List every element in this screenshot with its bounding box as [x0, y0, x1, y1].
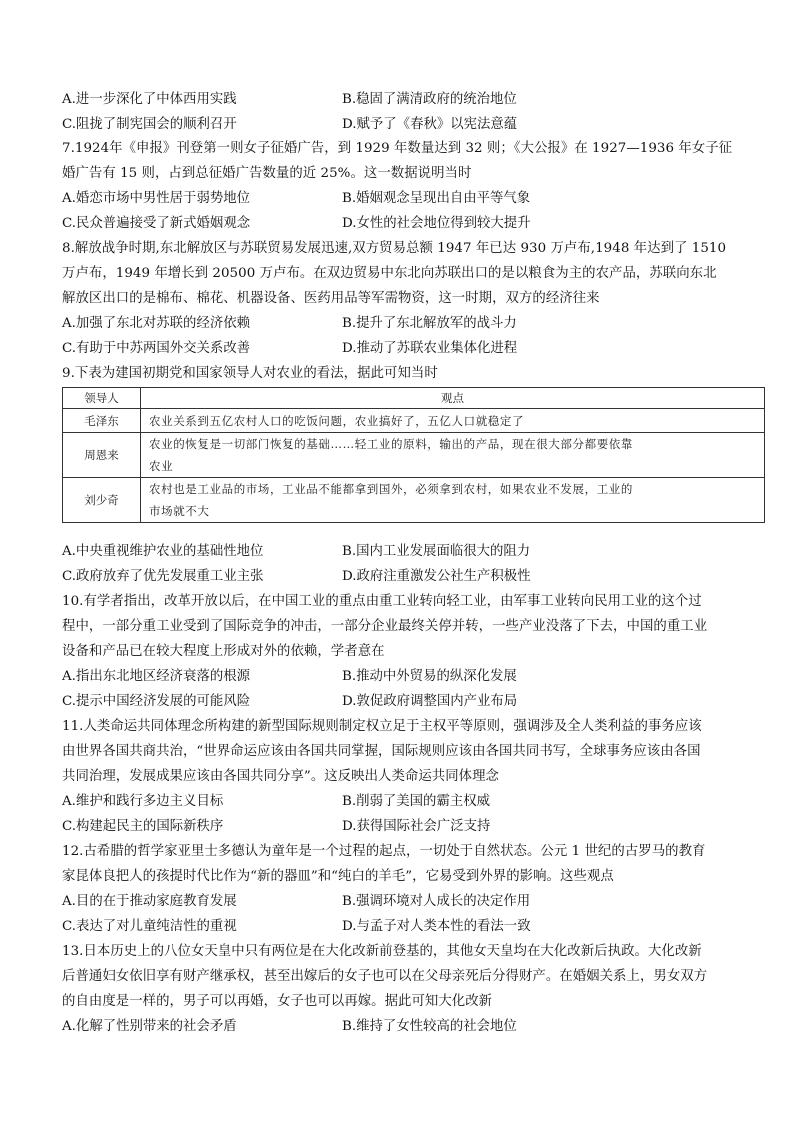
q11-stem-line-1: 11.人类命运共同体理念所构建的新型国际规则制定权立足于主权平等原则，强调涉及全人类利益的事务应该	[62, 719, 702, 734]
q8-option-b[interactable]: B.提升了东北解放军的战斗力	[342, 316, 517, 331]
table-cell-view-line: 农业	[149, 459, 174, 473]
q9-options-row-2	[62, 569, 762, 585]
q9-option-a[interactable]: A.中央重视维护农业的基础性地位	[62, 544, 264, 559]
q9-option-d[interactable]: D.政府注重激发公社生产积极性	[342, 569, 531, 584]
table-header-view: 观点	[141, 388, 765, 409]
table-cell-leader: 毛泽东	[63, 409, 141, 433]
table-cell-view	[141, 409, 765, 433]
q11-options-row-2	[62, 819, 762, 835]
table-cell-view-line: 农业关系到五亿农村人口的吃饭问题，农业搞好了，五亿人口就稳定了	[149, 413, 525, 428]
q13-option-a[interactable]: A.化解了性别带来的社会矛盾	[62, 1019, 237, 1034]
table-row	[63, 433, 765, 478]
q12-options-row-1	[62, 894, 762, 910]
table-header-leader: 领导人	[63, 388, 141, 409]
table-cell-view	[141, 478, 765, 523]
q10-option-b[interactable]: B.推动中外贸易的纵深化发展	[342, 669, 517, 684]
q12-options-row-2	[62, 919, 762, 935]
q9-option-b[interactable]: B.国内工业发展面临很大的阻力	[342, 544, 531, 559]
q12-option-a[interactable]: A.目的在于推动家庭教育发展	[62, 894, 237, 909]
table-cell-leader: 刘少奇	[63, 478, 141, 523]
q11-option-a[interactable]: A.维护和践行多边主义目标	[62, 794, 224, 809]
q6-options-row-2	[62, 117, 762, 133]
q11-option-b[interactable]: B.削弱了美国的霸主权威	[342, 794, 491, 809]
q10-stem-line-1: 10.有学者指出，改革开放以后，在中国工业的重点由重工业转向轻工业，由军事工业转向民用工业的这个过	[62, 594, 702, 609]
q10-option-c[interactable]: C.提示中国经济发展的可能风险	[62, 694, 251, 709]
q12-option-c[interactable]: C.表达了对儿童纯洁性的重视	[62, 919, 237, 934]
q11-options-row-1	[62, 794, 762, 810]
q8-stem-line-3: 解放区出口的是棉布、棉花、机器设备、医药用品等军需物资，这一时期，双方的经济往来	[62, 291, 600, 306]
q12-stem-line-1: 12.古希腊的哲学家亚里士多德认为童年是一个过程的起点，一切处于自然状态。公元 1 世纪的古罗马的教育	[62, 844, 706, 859]
q10-options-row-2	[62, 694, 762, 710]
q8-options-row-1	[62, 316, 762, 332]
q10-stem-line-3: 设备和产品已在较大程度上形成对外的依赖，学者意在	[62, 644, 385, 659]
q8-options-row-2	[62, 341, 762, 357]
leaders-views-table	[62, 387, 765, 523]
table-cell-view-line: 市场就不大	[149, 504, 210, 518]
q8-option-c[interactable]: C.有助于中苏两国外交关系改善	[62, 341, 251, 356]
q12-option-b[interactable]: B.强调环境对人成长的决定作用	[342, 894, 531, 909]
q11-option-d[interactable]: D.获得国际社会广泛支持	[342, 819, 491, 834]
q7-stem-line-1: 7.1924年《申报》刊登第一则女子征婚广告，到 1929 年数量达到 32 则；《大公报》在 1927—1936 年女子征	[62, 141, 733, 156]
q7-options-row-2	[62, 216, 762, 232]
q10-options-row-1	[62, 669, 762, 685]
q6-option-d[interactable]: D.赋予了《春秋》以宪法意蕴	[342, 117, 518, 132]
q8-option-d[interactable]: D.推动了苏联农业集体化进程	[342, 341, 518, 356]
q7-stem-line-2: 婚广告有 15 则，占到总征婚广告数量的近 25%。这一数据说明当时	[62, 166, 472, 181]
q9-option-c[interactable]: C.政府放弃了优先发展重工业主张	[62, 569, 264, 584]
q13-options-row-1	[62, 1019, 762, 1035]
q6-option-b[interactable]: B.稳固了满清政府的统治地位	[342, 92, 517, 107]
q12-stem-line-2: 家昆体良把人的孩提时代比作为“新的器皿”和“纯白的羊毛”，它易受到外界的影响。这些观点	[62, 869, 614, 884]
table-cell-view-line: 农业的恢复是一切部门恢复的基础……轻工业的原料，输出的产品，现在很大部分都要依靠	[149, 437, 633, 451]
q9-stem: 9.下表为建国初期党和国家领导人对农业的看法，据此可知当时	[62, 366, 438, 381]
q8-stem-line-1: 8.解放战争时期,东北解放区与苏联贸易发展迅速,双方贸易总额 1947 年已达 930 万卢布,1948 年达到了 1510	[62, 241, 727, 256]
q7-options-row-1	[62, 191, 762, 207]
q6-option-c[interactable]: C.阻拢了制宪国会的顺利召开	[62, 117, 237, 132]
q11-option-c[interactable]: C.构建起民主的国际新秩序	[62, 819, 224, 834]
q6-option-a[interactable]: A.进一步深化了中体西用实践	[62, 92, 237, 107]
q6-options-row-1	[62, 92, 762, 108]
q8-stem-line-2: 万卢布，1949 年增长到 20500 万卢布。在双边贸易中东北向苏联出口的是以粮食为主的农产品，苏联向东北	[62, 266, 717, 281]
q12-option-d[interactable]: D.与孟子对人类本性的看法一致	[342, 919, 531, 934]
q8-option-a[interactable]: A.加强了东北对苏联的经济依赖	[62, 316, 251, 331]
q7-option-b[interactable]: B.婚姻观念呈现出自由平等气象	[342, 191, 531, 206]
q13-stem-line-3: 的自由度是一样的，男子可以再婚，女子也可以再嫁。据此可知大化改新	[62, 994, 493, 1009]
q10-stem-line-2: 程中，一部分重工业受到了国际竞争的冲击，一部分企业最终关停并转，一些产业没落了下去，中国的重工业	[62, 619, 708, 634]
q7-option-c[interactable]: C.民众普遍接受了新式婚姻观念	[62, 216, 251, 231]
q10-option-d[interactable]: D.敦促政府调整国内产业布局	[342, 694, 518, 709]
q11-stem-line-2: 由世界各国共商共治，“世界命运应该由各国共同掌握，国际规则应该由各国共同书写，全球事务应该由各国	[62, 744, 701, 759]
table-header-row	[63, 388, 765, 409]
table-row	[63, 478, 765, 523]
q7-option-d[interactable]: D.女性的社会地位得到较大提升	[342, 216, 531, 231]
q13-stem-line-1: 13.日本历史上的八位女天皇中只有两位是在大化改新前登基的，其他女天皇均在大化改新后执政。大化改新	[62, 944, 702, 959]
table-cell-view	[141, 433, 765, 478]
q13-stem-line-2: 后普通妇女依旧享有财产继承权，甚至出嫁后的女子也可以在父母亲死后分得财产。在婚姻关系上，男女双方	[62, 969, 708, 984]
q11-stem-line-3: 共同治理，发展成果应该由各国共同分享”。这反映出人类命运共同体理念	[62, 769, 499, 784]
q10-option-a[interactable]: A.指出东北地区经济衰落的根源	[62, 669, 251, 684]
table-cell-view-line: 农村也是工业品的市场，工业品不能都拿到国外，必须拿到农村，如果农业不发展，工业的	[149, 482, 633, 496]
q13-option-b[interactable]: B.维持了女性较高的社会地位	[342, 1019, 517, 1034]
q9-options-row-1	[62, 544, 762, 560]
q7-option-a[interactable]: A.婚恋市场中男性居于弱势地位	[62, 191, 251, 206]
table-cell-leader: 周恩来	[63, 433, 141, 478]
table-row	[63, 409, 765, 433]
